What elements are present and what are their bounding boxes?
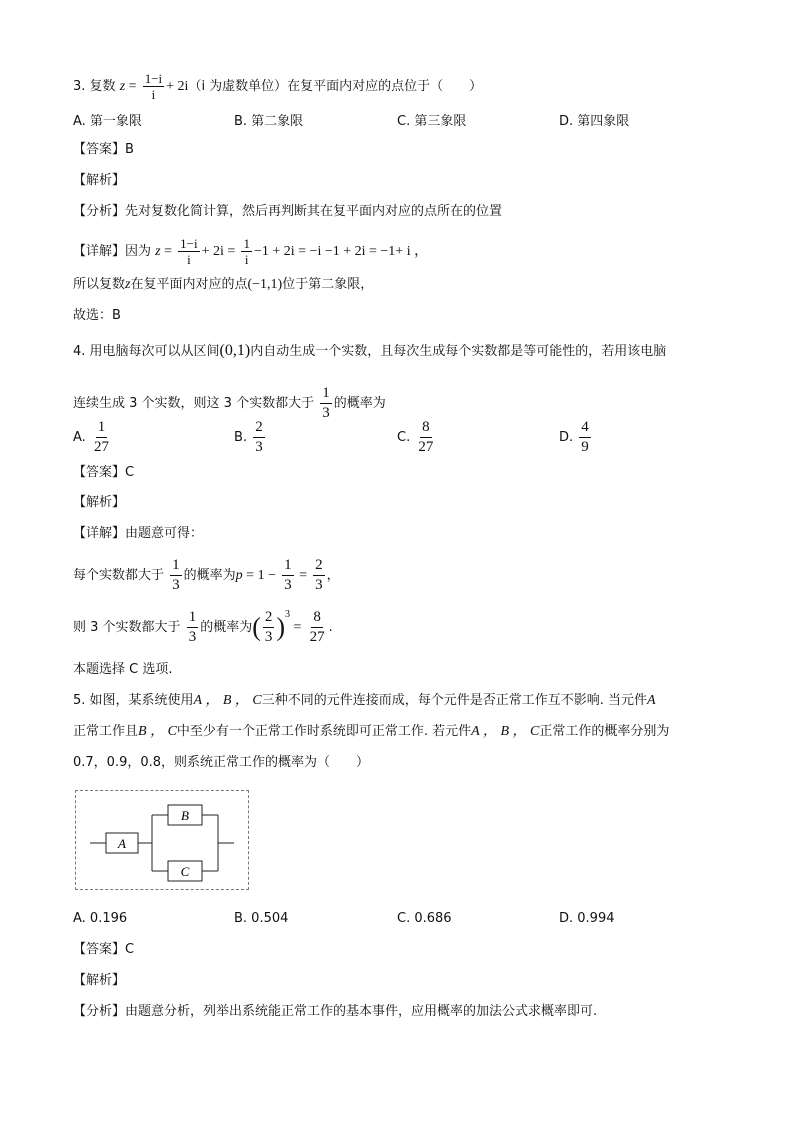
q4-s2-b: 的概率为 — [200, 620, 253, 635]
q4-line1-a: 4. 用电脑每次可以从区间 — [73, 344, 220, 359]
q3-answer: 【答案】B — [73, 142, 134, 157]
q4-s2-exp: 3 — [285, 609, 291, 620]
q3-plus-2i: + 2i — [166, 79, 189, 94]
q4-line2 — [73, 384, 386, 423]
q3-xiangjie-tag: 【详解】 — [73, 244, 126, 259]
q4-option-a — [73, 418, 113, 457]
q4-interval: (0,1) — [219, 342, 251, 359]
q5-fenxi-text: 由题意分析，列举出系统能正常工作的基本事件，应用概率的加法公式求概率即可. — [125, 1004, 598, 1019]
q3-fenxi-text: 先对复数化简计算，然后再判断其在复平面内对应的点所在的位置 — [125, 204, 503, 219]
q4-s1-b: 的概率为 — [183, 568, 236, 583]
q4-s1-frac3-num: 2 — [313, 556, 325, 576]
q4-s2-frac1 — [187, 608, 199, 647]
q3-conclusion: 故选：B — [73, 308, 121, 323]
q3-line2-z: z — [125, 277, 131, 292]
q3-frac-num: 1−i — [144, 71, 163, 86]
box-b-label: B — [181, 808, 189, 823]
q3-line2 — [73, 276, 373, 294]
q3-frac-den: i — [151, 87, 156, 102]
box-c-label: C — [180, 864, 190, 879]
q4-s2-frac2 — [263, 608, 275, 647]
q5-option-b: B. 0.504 — [234, 911, 289, 926]
q5-answer: 【答案】C — [73, 942, 135, 957]
q4-s1-frac3 — [313, 556, 325, 595]
q4-s2-end: . — [328, 620, 333, 635]
q4-answer: 【答案】C — [73, 465, 135, 480]
q5-line2-a: 正常工作且 — [73, 724, 139, 739]
q4-s2-frac3 — [308, 608, 327, 647]
q3-fenxi — [73, 203, 502, 221]
q4-s1-p: p — [235, 568, 243, 583]
q5-fenxi — [73, 1003, 597, 1021]
q4-option-c — [397, 418, 437, 457]
q5-line1-b: 三种不同的元件连接而成，每个元件是否正常工作互不影响. 当元件 — [261, 693, 648, 708]
q3-stem-suffix: （i 为虚数单位）在复平面内对应的点位于（ ） — [188, 79, 483, 94]
q3-xj-eq2: = — [223, 244, 236, 259]
q3-stem — [73, 71, 482, 102]
q4-s2-frac2-num: 2 — [263, 608, 275, 628]
q3-eq: = — [125, 79, 137, 94]
q3-xj-rest: −1 + 2i = −i −1 + 2i = −1+ i ， — [253, 244, 429, 259]
q4-option-b-den: 3 — [255, 439, 263, 455]
q5-line2 — [73, 723, 669, 741]
q4-step1 — [73, 556, 340, 595]
q4-option-d-label: D. — [559, 430, 574, 445]
q4-step2 — [73, 608, 333, 647]
q3-xj-frac1 — [178, 236, 199, 267]
q5-line3: 0.7，0.9，0.8，则系统正常工作的概率为（ ） — [73, 755, 370, 770]
q4-s1-c: = 1 − — [242, 568, 276, 583]
q3-option-d: D. 第四象限 — [559, 114, 630, 129]
q4-s2-lparen: ( — [252, 612, 261, 642]
q3-option-b: B. 第二象限 — [234, 114, 304, 129]
q4-s2-eq: = — [290, 620, 302, 635]
q4-jiexi: 【解析】 — [73, 495, 126, 510]
q4-option-b-num: 2 — [253, 418, 265, 438]
q5-line1-abc: A ， B ， C — [193, 693, 262, 708]
box-a-label: A — [118, 836, 126, 851]
q3-xj-frac2 — [241, 236, 252, 267]
q4-s2-frac3-num: 8 — [311, 608, 323, 628]
q3-xj-frac1-den: i — [187, 252, 191, 267]
q4-option-b-label: B. — [234, 430, 248, 445]
q5-option-a: A. 0.196 — [73, 911, 128, 926]
q4-xiangjie: 【详解】由题意可得： — [73, 526, 204, 541]
q3-fenxi-tag: 【分析】 — [73, 204, 126, 219]
q3-line2-a: 所以复数 — [73, 277, 126, 292]
q4-line1-b: 内自动生成一个实数，且每次生成每个实数都是等可能性的，若用该电脑 — [250, 344, 667, 359]
q4-s1-frac2-num: 1 — [282, 556, 294, 576]
q4-option-c-frac — [416, 418, 435, 457]
q4-s2-frac1-num: 1 — [187, 608, 199, 628]
q5-circuit-diagram — [75, 790, 249, 890]
q4-option-d-den: 9 — [581, 439, 589, 455]
q5-line1-a-var: A — [647, 693, 656, 708]
q4-s1-frac2 — [282, 556, 294, 595]
q3-line2-point: (−1,1) — [247, 277, 283, 292]
q4-s2-frac2-den: 3 — [264, 629, 273, 645]
q5-line2-bc: B ， C — [138, 724, 177, 739]
q4-option-c-label: C. — [397, 430, 411, 445]
q4-option-d-num: 4 — [579, 418, 591, 438]
q3-xj-eq: = — [160, 244, 173, 259]
q4-option-a-num: 1 — [96, 418, 108, 438]
q4-option-c-den: 27 — [418, 439, 434, 455]
q4-s2-a: 则 3 个实数都大于 — [73, 620, 181, 635]
q5-line2-c: 正常工作的概率分别为 — [539, 724, 670, 739]
q4-s1-frac1 — [170, 556, 182, 595]
q3-xj-frac2-den: i — [244, 252, 249, 267]
q4-s1-end: ， — [326, 568, 340, 583]
q5-line1 — [73, 692, 656, 710]
q4-option-c-num: 8 — [420, 418, 432, 438]
q4-one-third-num: 1 — [320, 384, 332, 404]
q4-option-a-den: 27 — [93, 439, 109, 455]
q4-one-third — [320, 384, 332, 423]
q5-line1-a: 5. 如图，某系统使用 — [73, 693, 194, 708]
q3-option-a: A. 第一象限 — [73, 114, 142, 129]
q3-xj-plus: + 2i — [201, 244, 224, 259]
q4-option-b — [234, 418, 267, 457]
q3-xiangjie-prefix: 因为 — [125, 244, 152, 259]
q5-fenxi-tag: 【分析】 — [73, 1004, 126, 1019]
q4-s1-frac1-den: 3 — [172, 577, 180, 593]
q3-jiexi: 【解析】 — [73, 173, 126, 188]
q4-option-d-frac — [579, 418, 591, 457]
q3-stem-prefix: 3. 复数 — [73, 79, 116, 94]
q4-option-a-label: A. — [73, 430, 86, 445]
circuit-svg — [76, 791, 248, 889]
q3-fraction — [143, 71, 164, 102]
q4-conclusion: 本题选择 C 选项. — [73, 662, 173, 677]
q4-s2-rparen: ) — [276, 612, 286, 642]
q5-line2-b: 中至少有一个正常工作时系统即可正常工作. 若元件 — [176, 724, 472, 739]
q3-line2-b: 在复平面内对应的点 — [130, 277, 248, 292]
q4-line2-a: 连续生成 3 个实数，则这 3 个实数都大于 — [73, 396, 315, 411]
q3-xj-z: z — [155, 244, 161, 259]
q4-option-b-frac — [253, 418, 265, 457]
q4-s1-frac1-num: 1 — [170, 556, 182, 576]
q4-line2-b: 的概率为 — [333, 396, 386, 411]
q4-s2-frac3-den: 27 — [309, 629, 325, 645]
q4-s1-frac3-den: 3 — [315, 577, 323, 593]
q4-s1-d: = — [295, 568, 308, 583]
q3-xj-frac2-num: 1 — [243, 236, 250, 251]
q5-option-c: C. 0.686 — [397, 911, 452, 926]
q5-line2-abc: A ， B ， C — [471, 724, 540, 739]
q4-line1 — [73, 342, 666, 361]
q4-s1-frac2-den: 3 — [284, 577, 292, 593]
q3-var-z: z — [119, 79, 126, 94]
q5-option-d: D. 0.994 — [559, 911, 615, 926]
q4-s2-frac1-den: 3 — [188, 629, 197, 645]
q3-line2-c: 位于第二象限， — [282, 277, 374, 292]
q3-xiangjie — [73, 236, 428, 267]
q4-option-d — [559, 418, 593, 457]
q4-option-a-frac — [92, 418, 111, 457]
q4-s1-a: 每个实数都大于 — [73, 568, 165, 583]
q4-one-third-den: 3 — [322, 405, 330, 421]
q5-jiexi: 【解析】 — [73, 973, 126, 988]
q3-xj-frac1-num: 1−i — [180, 236, 198, 251]
q3-option-c: C. 第三象限 — [397, 114, 467, 129]
